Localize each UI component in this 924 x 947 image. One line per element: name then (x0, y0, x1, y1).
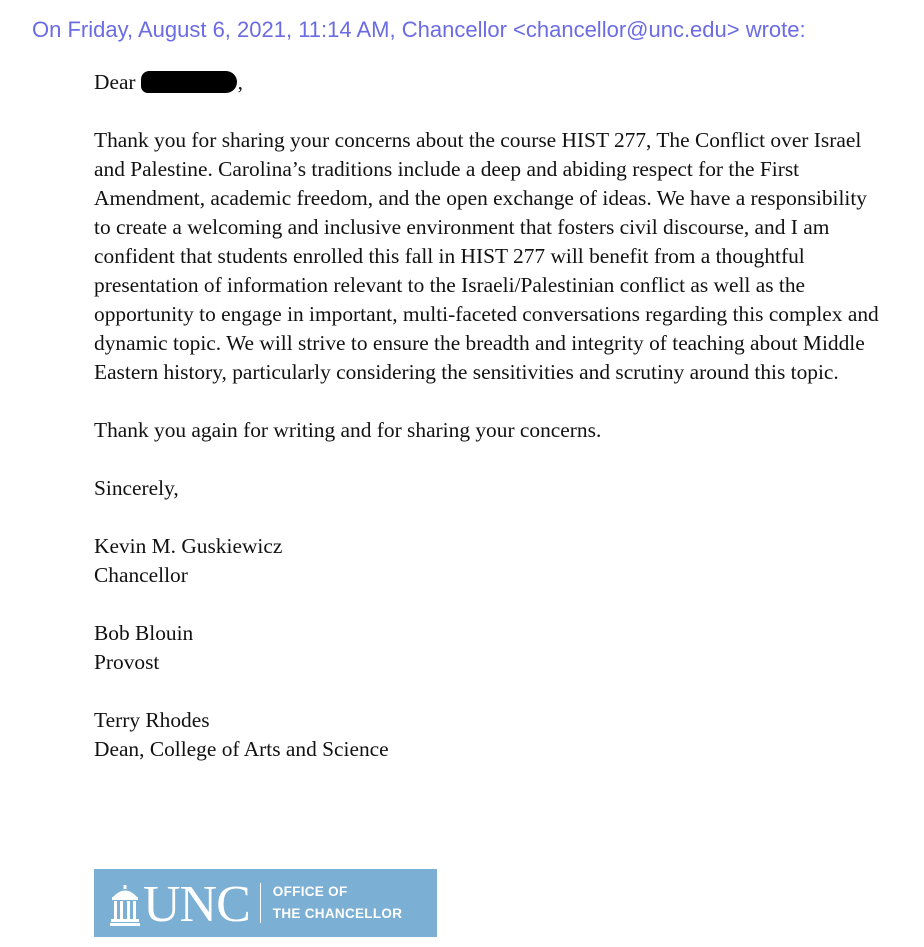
signatory-name: Terry Rhodes (94, 708, 210, 732)
unc-office-of-chancellor-logo (94, 869, 437, 937)
salutation-prefix: Dear (94, 70, 136, 94)
signatory-title: Dean, College of Arts and Science (94, 737, 389, 761)
signatory-name: Bob Blouin (94, 621, 194, 645)
office-label (273, 881, 402, 925)
office-label-line: THE CHANCELLOR (272, 906, 403, 921)
redaction-mark (141, 71, 237, 93)
signatory-title: Chancellor (94, 563, 188, 587)
old-well-icon (110, 883, 140, 927)
email-quote-header: On Friday, August 6, 2021, 11:14 AM, Chancellor <chancellor@unc.edu> wrote: (32, 17, 806, 42)
signatory-name: Kevin M. Guskiewicz (94, 534, 283, 558)
office-label-line: OFFICE OF (272, 884, 348, 899)
signature-block (94, 706, 884, 764)
signatory-title: Provost (94, 650, 160, 674)
closing: Sincerely, (94, 476, 179, 500)
signature-block (94, 619, 884, 677)
salutation-suffix: , (237, 70, 243, 94)
unc-wordmark: UNC (143, 876, 250, 933)
letter-paragraph-main: Thank you for sharing your concerns about the course HIST 277, The Conflict over Israel and Palestine. Carolina’s traditions include a deep and abiding respect for the First Amendment, academic freedom, and the open exchange of ideas. We have a responsibility to create a welcoming and inclusive environment that fosters civil discourse, and I am confident that students enrolled this fall in HIST 277 will benefit from a thoughtful presentation of information relevant to the Israeli/Palestinian conflict as well as the opportunity to engage in important, multi-faceted conversations regarding this complex and dynamic topic. We will strive to ensure the breadth and integrity of teaching about Middle Eastern history, particularly considering the sensitivities and scrutiny around this topic. (94, 128, 879, 384)
letter-paragraph-thanks: Thank you again for writing and for sharing your concerns. (94, 418, 602, 442)
salutation (94, 68, 884, 97)
letter-body (94, 68, 884, 793)
logo-divider (260, 883, 261, 923)
signature-block (94, 532, 884, 590)
